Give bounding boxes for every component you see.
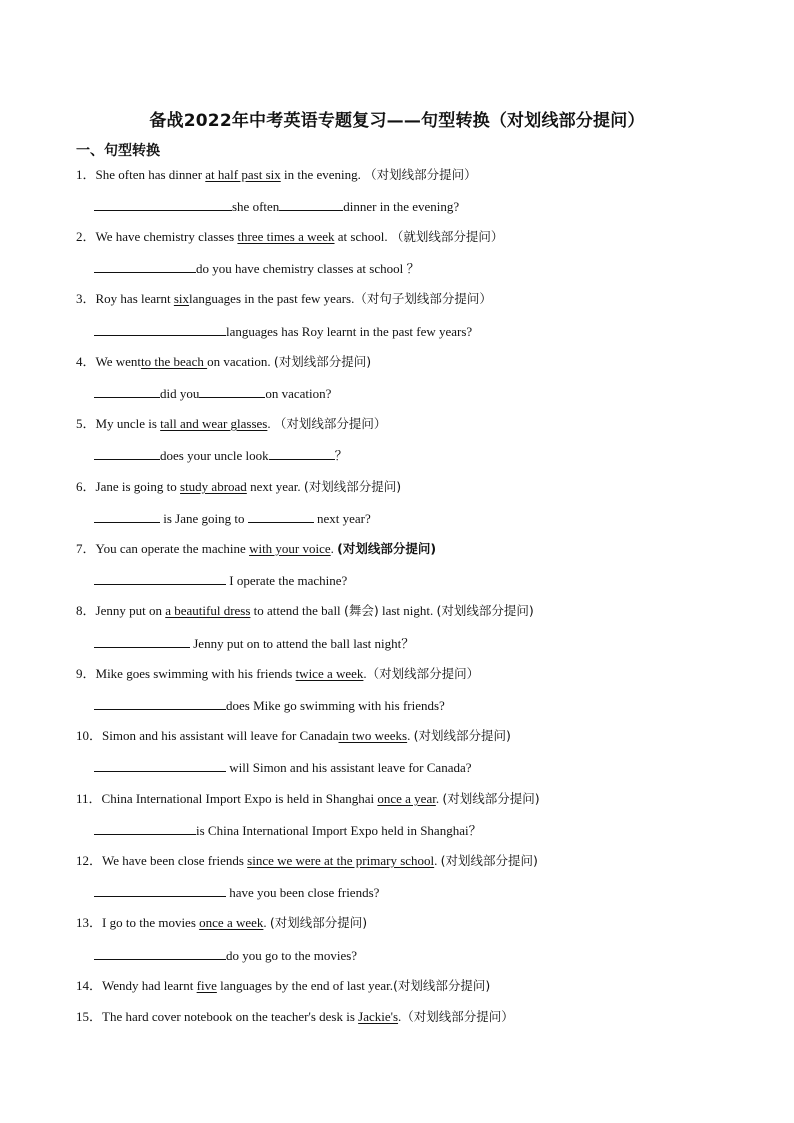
- answer-blank[interactable]: [94, 447, 160, 460]
- question-10: 10．Simon and his assistant will leave for Canadain two weeks. (对划线部分提问): [76, 728, 511, 743]
- underlined-phrase: five: [196, 978, 217, 993]
- underlined-phrase: tall and wear glasses: [160, 416, 268, 431]
- answer-line-4: did you on vacation?: [94, 385, 331, 402]
- answer-line-12: have you been close friends?: [94, 884, 379, 901]
- answer-line-7: I operate the machine?: [94, 572, 347, 589]
- answer-line-2: do you have chemistry classes at school ？: [94, 260, 419, 277]
- answer-blank[interactable]: [94, 884, 226, 897]
- underlined-phrase: six: [173, 291, 190, 306]
- answer-blank[interactable]: [248, 510, 314, 523]
- question-5: 5．My uncle is tall and wear glasses. （对划线部分提问）: [76, 416, 387, 431]
- section-heading: 一、句型转换: [76, 143, 160, 159]
- question-8: 8．Jenny put on a beautiful dress to attend the ball (舞会) last night. (对划线部分提问): [76, 603, 534, 618]
- underlined-phrase: Jackie's: [358, 1009, 399, 1024]
- answer-blank[interactable]: [269, 447, 335, 460]
- answer-line-9: does Mike go swimming with his friends?: [94, 697, 445, 714]
- underlined-phrase: once a week: [199, 915, 264, 930]
- question-1: 1．She often has dinner at half past six in the evening. （对划线部分提问）: [76, 167, 477, 182]
- underlined-phrase: once a year: [377, 791, 436, 806]
- underlined-phrase: in two weeks: [338, 728, 408, 743]
- answer-blank[interactable]: [94, 697, 226, 710]
- answer-blank[interactable]: [199, 385, 265, 398]
- answer-line-6: is Jane going to next year?: [94, 510, 371, 527]
- underlined-phrase: twice a week: [295, 666, 364, 681]
- page-title: 备战2022年中考英语专题复习——句型转换（对划线部分提问）: [149, 111, 645, 131]
- underlined-phrase: study abroad: [180, 479, 247, 494]
- underlined-phrase: at half past six: [205, 167, 281, 182]
- underlined-phrase: to the beach: [141, 354, 208, 369]
- answer-line-5: does your uncle look ？: [94, 447, 348, 464]
- underlined-phrase: with your voice: [249, 541, 331, 556]
- underlined-phrase: a beautiful dress: [165, 603, 251, 618]
- answer-line-3: languages has Roy learnt in the past few years?: [94, 323, 472, 340]
- question-11: 11．China International Import Expo is held in Shanghai once a year. (对划线部分提问): [76, 791, 540, 806]
- answer-blank[interactable]: [94, 759, 226, 772]
- question-14: 14．Wendy had learnt five languages by the end of last year.(对划线部分提问): [76, 978, 491, 993]
- answer-blank[interactable]: [94, 323, 226, 336]
- question-7: 7．You can operate the machine with your voice. (对划线部分提问): [76, 541, 437, 556]
- question-6: 6．Jane is going to study abroad next year. (对划线部分提问): [76, 479, 402, 494]
- question-15: 15．The hard cover notebook on the teacher's desk is Jackie's.（对划线部分提问）: [76, 1009, 514, 1024]
- answer-blank[interactable]: [94, 635, 190, 648]
- answer-blank[interactable]: [94, 510, 160, 523]
- answer-blank[interactable]: [94, 198, 232, 211]
- answer-blank[interactable]: [94, 947, 226, 960]
- answer-blank[interactable]: [94, 822, 196, 835]
- question-2: 2．We have chemistry classes three times a week at school. （就划线部分提问）: [76, 229, 504, 244]
- answer-blank[interactable]: [94, 260, 196, 273]
- answer-blank[interactable]: [94, 572, 226, 585]
- question-4: 4．We wentto the beach on vacation. (对划线部分提问): [76, 354, 372, 369]
- underlined-phrase: since we were at the primary school: [247, 853, 435, 868]
- answer-blank[interactable]: [94, 385, 160, 398]
- answer-line-13: do you go to the movies?: [94, 947, 357, 964]
- question-9: 9．Mike goes swimming with his friends twice a week.（对划线部分提问）: [76, 666, 480, 681]
- underlined-phrase: three times a week: [237, 229, 335, 244]
- question-3: 3．Roy has learnt sixlanguages in the past few years.（对句子划线部分提问）: [76, 291, 492, 306]
- answer-line-10: will Simon and his assistant leave for Canada?: [94, 759, 472, 776]
- answer-blank[interactable]: [279, 198, 343, 211]
- answer-line-8: Jenny put on to attend the ball last night？: [94, 635, 414, 652]
- answer-line-11: is China International Import Expo held in Shanghai？: [94, 822, 482, 839]
- answer-line-1: she often dinner in the evening?: [94, 198, 459, 215]
- question-12: 12．We have been close friends since we were at the primary school. (对划线部分提问): [76, 853, 538, 868]
- question-13: 13．I go to the movies once a week. (对划线部分提问): [76, 915, 368, 930]
